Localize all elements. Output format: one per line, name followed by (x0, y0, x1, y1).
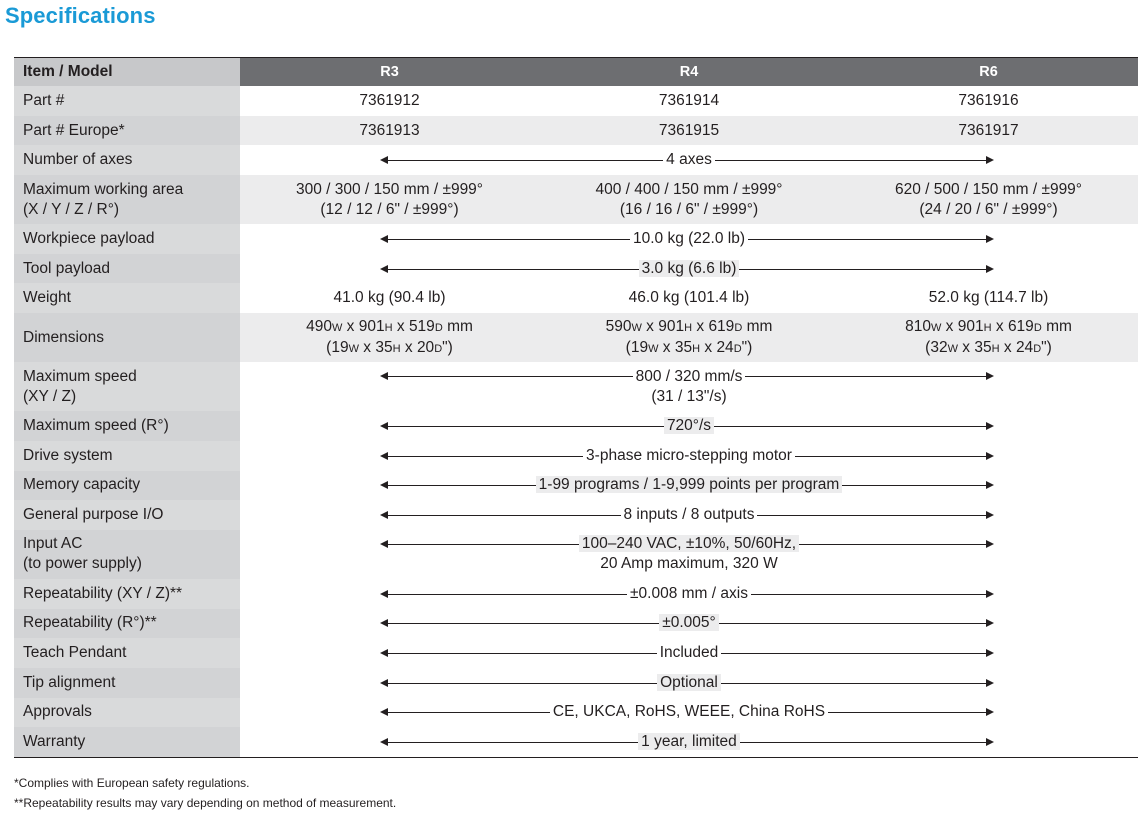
spanning-value-cell (240, 698, 1138, 728)
row-label: Tip alignment (14, 668, 240, 698)
cell-value: 1-99 programs / 1-9,999 points per program (536, 476, 843, 493)
table-row-drive-system (14, 441, 1138, 471)
row-label: Tool payload (14, 254, 240, 284)
table-row-weight (14, 283, 1138, 313)
footnote: **Repeatability results may vary depending on method of measurement. (14, 796, 397, 810)
spanning-value-cell (240, 668, 1138, 698)
cell-value: 100–240 VAC, ±10%, 50/60Hz, (579, 535, 799, 552)
table-header-row (14, 58, 1138, 86)
row-label: Dimensions (14, 313, 240, 362)
cell-value: 590W x 901H x 619D mm (19W x 35H x 24D") (539, 313, 839, 362)
cell-value: 10.0 kg (22.0 lb) (630, 230, 748, 247)
spanning-value-cell (240, 530, 1138, 579)
row-label: Repeatability (XY / Z)** (14, 579, 240, 609)
table-row-input-ac (14, 530, 1138, 579)
cell-value: Included (657, 644, 722, 661)
cell-value: 1 year, limited (638, 733, 740, 750)
cell-value: 3.0 kg (6.6 lb) (639, 260, 740, 277)
spanning-value-cell (240, 441, 1138, 471)
cell-value: 7361913 (240, 116, 539, 146)
table-row-max-speed-xy (14, 362, 1138, 411)
cell-value: 8 inputs / 8 outputs (621, 506, 758, 523)
spanning-value-cell (240, 579, 1138, 609)
cell-value: 46.0 kg (101.4 lb) (628, 289, 750, 307)
cell-value: 7361914 (658, 91, 720, 109)
row-label: Teach Pendant (14, 638, 240, 668)
row-label: Weight (14, 283, 240, 313)
table-row-working-area (14, 175, 1138, 224)
row-label: Maximum working area (X / Y / Z / R°) (14, 175, 240, 224)
cell-value: 20 Amp maximum, 320 W (600, 555, 778, 573)
cell-value: 400 / 400 / 150 mm / ±999° (16 / 16 / 6" / ±999°) (539, 175, 839, 224)
row-label: Part # (14, 86, 240, 116)
cell-value: ±0.008 mm / axis (627, 585, 751, 602)
spanning-value-cell (240, 609, 1138, 639)
row-label: General purpose I/O (14, 500, 240, 530)
table-row-gpio (14, 500, 1138, 530)
table-row-tool-payload (14, 254, 1138, 284)
row-label: Workpiece payload (14, 224, 240, 254)
table-row-part-europe (14, 116, 1138, 146)
cell-value: Optional (657, 674, 721, 691)
header-model-r6: R6 (839, 58, 1138, 86)
cell-value: 300 / 300 / 150 mm / ±999° (12 / 12 / 6" / ±999°) (240, 175, 539, 224)
cell-value: 7361917 (839, 116, 1138, 146)
row-label: Maximum speed (XY / Z) (14, 362, 240, 411)
table-row-workpiece-payload (14, 224, 1138, 254)
row-label: Maximum speed (R°) (14, 411, 240, 441)
cell-value: 41.0 kg (90.4 lb) (333, 289, 446, 307)
header-model-r3: R3 (240, 58, 539, 86)
spanning-value-cell (240, 224, 1138, 254)
header-item-model: Item / Model (14, 58, 240, 86)
table-row-tip-alignment (14, 668, 1138, 698)
cell-value: 4 axes (663, 151, 715, 168)
table-row-max-speed-r (14, 411, 1138, 441)
table-row-repeatability-xy (14, 579, 1138, 609)
spanning-value-cell (240, 145, 1138, 175)
table-row-warranty (14, 727, 1138, 757)
cell-value: 7361912 (359, 91, 420, 109)
table-row-axes (14, 145, 1138, 175)
cell-value: 620 / 500 / 150 mm / ±999° (24 / 20 / 6" / ±999°) (839, 175, 1138, 224)
row-label: Repeatability (R°)** (14, 609, 240, 639)
spanning-value-cell (240, 254, 1138, 284)
spanning-value-cell (240, 727, 1138, 757)
spanning-value-cell (240, 471, 1138, 501)
cell-value: ±0.005° (659, 614, 719, 631)
row-label: Input AC (to power supply) (14, 530, 240, 579)
cell-value: (31 / 13"/s) (651, 387, 727, 405)
row-label: Approvals (14, 698, 240, 728)
row-label: Part # Europe* (14, 116, 240, 146)
cell-value: 720°/s (664, 417, 714, 434)
row-label: Drive system (14, 441, 240, 471)
spanning-value-cell (240, 638, 1138, 668)
header-model-r4: R4 (539, 58, 839, 86)
table-row-teach-pendant (14, 638, 1138, 668)
cell-value: 800 / 320 mm/s (633, 368, 746, 385)
spanning-value-cell (240, 411, 1138, 441)
row-label: Number of axes (14, 145, 240, 175)
table-row-repeatability-r (14, 609, 1138, 639)
cell-value: 7361915 (539, 116, 839, 146)
spanning-value-cell (240, 362, 1138, 411)
cell-value: 810W x 901H x 619D mm (32W x 35H x 24D") (839, 313, 1138, 362)
cell-value: 7361916 (958, 91, 1019, 109)
specifications-table (14, 57, 1138, 758)
table-row-part (14, 86, 1138, 116)
page-title: Specifications (5, 3, 156, 28)
table-row-memory (14, 471, 1138, 501)
row-label: Memory capacity (14, 471, 240, 501)
cell-value: 3-phase micro-stepping motor (583, 447, 795, 464)
cell-value: CE, UKCA, RoHS, WEEE, China RoHS (550, 703, 828, 720)
cell-value: 490W x 901H x 519D mm (19W x 35H x 20D") (240, 313, 539, 362)
table-row-dimensions (14, 313, 1138, 362)
footnote: *Complies with European safety regulations. (14, 776, 250, 790)
footnotes (14, 773, 396, 813)
spanning-value-cell (240, 500, 1138, 530)
cell-value: 52.0 kg (114.7 lb) (928, 289, 1049, 307)
row-label: Warranty (14, 727, 240, 757)
table-row-approvals (14, 698, 1138, 728)
